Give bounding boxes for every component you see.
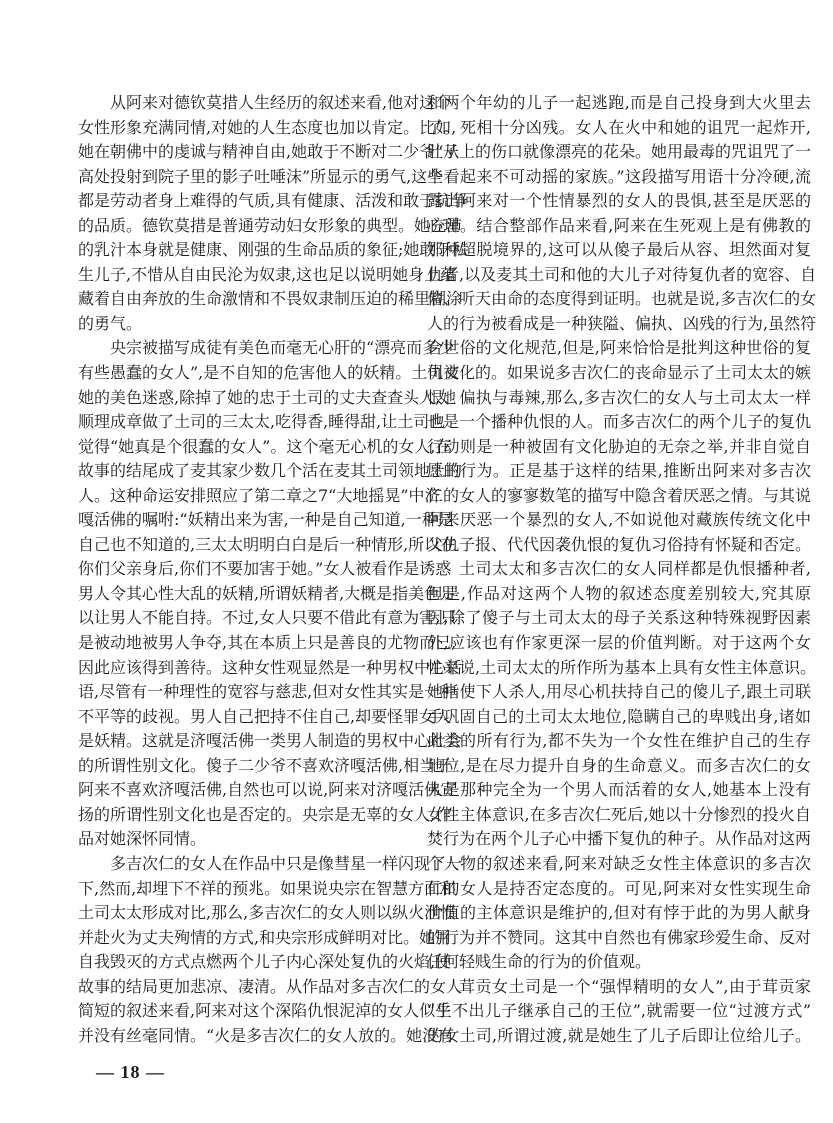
- right-column-text: [427, 91, 817, 1048]
- text-line: “生不出儿子继承自己的王位”,就需要一位“过渡方式”: [427, 1001, 811, 1021]
- text-line: 地位,是在尽力提升自身的生命意义。而多吉次仁的女: [427, 755, 811, 775]
- text-line: 的女土司,所谓过渡,就是她生了儿子后即让位给儿子。: [427, 1025, 811, 1045]
- text-line: 故事的结局更加悲凉、凄清。从作品对多吉次仁的女人: [78, 976, 463, 996]
- text-line: 但是,作品对这两个人物的叙述态度差别较大,究其原: [427, 583, 811, 603]
- text-line: 阿来厌恶一个暴烈的女人,不如说他对藏族传统文化中: [427, 510, 811, 530]
- text-line: 是妖精。这就是济嘎活佛一类男人制造的男权中心社会: [78, 731, 463, 751]
- text-line: 外,应该也有作家更深一层的价值判断。对于这两个女: [427, 633, 811, 653]
- text-line: 手巩固自己的土司太太地位,隐瞒自己的卑贱出身,诸如: [427, 706, 811, 726]
- text-line: 是被动地被男人争夺,其在本质上只是善良的尤物而已,: [78, 633, 457, 653]
- text-line: 仁的女人是持否定态度的。可见,阿来对女性实现生命: [427, 878, 811, 898]
- text-line: 行动则是一种被固有文化胁迫的无奈之举,并非自觉自: [427, 436, 811, 456]
- text-line: 也是一个播种仇恨的人。而多吉次仁的两个儿子的复仇: [427, 412, 812, 432]
- text-line: 女性主体意识,在多吉次仁死后,她以十分惨烈的投火自: [427, 804, 811, 824]
- text-line: 顺理成章做了土司的三太太,吃得香,睡得甜,让土司也: [78, 412, 446, 432]
- text-line: 土司太太和多吉次仁的女人同样都是仇恨播种者,: [459, 559, 811, 579]
- left-column-text: [78, 91, 468, 1048]
- text-line: 仇文化的。如果说多吉次仁的丧命显示了土司太太的嫉: [427, 363, 812, 383]
- text-line: 价值的主体意识是维护的,但对有悖于此的为男人献身: [427, 903, 811, 923]
- text-line: 你们父亲身后,你们不要加害于她。”女人被看作是诱惑: [78, 559, 452, 579]
- text-line: 此类的所有行为,都不失为一个女性在维护自己的生存: [427, 731, 811, 751]
- text-line: 仇者,以及麦其土司和他的大儿子对待复仇者的宽容、自: [427, 264, 817, 284]
- text-line: 那种超脱境界的,这可以从傻子最后从容、坦然面对复: [427, 240, 811, 260]
- text-line: 肚子上的伤口就像漂亮的花朵。她用最毒的咒诅咒了一: [427, 142, 812, 162]
- text-line: 不平等的歧视。男人自己把持不住自己,却要怪罪女人: [78, 706, 452, 726]
- text-line: 的品质。德钦莫措是普通劳动妇女形象的典型。她充沛: [78, 215, 463, 235]
- text-line: 扬的所谓性别文化也是否定的。央宗是无辜的女人,作: [78, 804, 452, 824]
- text-line: 有些愚蠢的女人”,是不自知的危害他人的妖精。土司被: [78, 363, 460, 383]
- text-line: 的所谓性别文化。傻子二少爷不喜欢济嘎活佛,相当于: [78, 755, 452, 775]
- text-line: 并没有丝毫同情。“火是多吉次仁的女人放的。她没有: [78, 1025, 455, 1045]
- text-line: 土司太太形成对比,那么,多吉次仁的女人则以纵火泄愤: [78, 903, 457, 923]
- text-line: 人的行为被看成是一种狭隘、偏执、凶残的行为,虽然符: [427, 313, 817, 333]
- text-line: 的行为并不赞同。这其中自然也有佛家珍爱生命、反对: [427, 927, 812, 947]
- text-line: 藏着自由奔放的生命激情和不畏奴隶制压迫的稀里糊涂: [78, 289, 463, 309]
- text-line: 语,尽管有一种理性的宽容与慈悲,但对女性其实是一种: [78, 682, 457, 702]
- text-line: 故事的结尾成了麦其家少数几个活在麦其土司领地上的: [78, 461, 463, 481]
- text-line: 多吉次仁的女人在作品中只是像彗星一样闪现了一: [110, 853, 463, 873]
- text-line: 焚行为在两个儿子心中播下复仇的种子。从作品对这两: [427, 829, 812, 849]
- text-line: 任何轻贱生命的行为的价值观。: [427, 952, 652, 972]
- text-line: 人。这种命运安排照应了第二章之7“大地摇晃”中济: [78, 485, 441, 505]
- text-line: 她在朝佛中的虔诚与精神自由,她敢于不断对二少爷“从: [78, 142, 460, 162]
- text-line: 的勇气。: [78, 313, 143, 333]
- text-line: 品对她深怀同情。: [78, 829, 207, 849]
- paragraph: [78, 336, 463, 851]
- text-line: 她的美色迷惑,除掉了她的忠于土司的丈夫查查头人,她: [78, 387, 457, 407]
- text-line: 以让男人不能自持。不过,女人只要不借此有意为害,只: [78, 608, 457, 628]
- text-line: 信、听天由命的态度得到证明。也就是说,多吉次仁的女: [427, 289, 817, 309]
- text-line: 露出阿来对一个性情暴烈的女人的畏惧,甚至是厌恶的: [427, 191, 811, 211]
- text-line: 央宗被描写成徒有美色而毫无心肝的“漂亮而多少: [110, 338, 455, 358]
- text-line: 简短的叙述来看,阿来对这个深陷仇恨泥淖的女人似乎: [78, 1001, 452, 1021]
- text-line: 觉得“她真是个很蠢的女人”。这个毫无心机的女人,在: [78, 436, 452, 456]
- paragraph: [427, 557, 817, 974]
- text-line: 男人令其心性大乱的妖精,所谓妖精者,大概是指美色足: [78, 583, 457, 603]
- right-column: [427, 91, 817, 1048]
- paragraph: [427, 91, 817, 557]
- text-line: 恨、偏执与毒辣,那么,多吉次仁的女人与土司太太一样: [427, 387, 811, 407]
- text-line: 都是劳动者身上难得的气质,具有健康、活泼和敢于抗争: [78, 191, 468, 211]
- text-line: 愿的行为。正是基于这样的结果,推断出阿来对多吉次: [427, 461, 811, 481]
- page-number: — 18 —: [96, 1062, 165, 1082]
- text-line: 父仇子报、代代因袭仇恨的复仇习俗持有怀疑和否定。: [427, 534, 812, 554]
- text-line: 自我毁灭的方式点燃两个儿子内心深处复仇的火焰,使: [78, 952, 452, 972]
- text-line: 自己也不知道的,三太太明明白白是后一种情形,所以在: [78, 534, 457, 554]
- text-line: 的乳汁本身就是健康、刚强的生命品质的象征;她敢于私: [78, 240, 468, 260]
- text-line: 阿来不喜欢济嘎活佛,自然也可以说,阿来对济嘎活佛宣: [78, 780, 457, 800]
- text-line: 个看起来不可动摇的家族。”这段描写用语十分冷硬,流: [427, 166, 811, 186]
- text-line: 高处投射到院子里的影子吐唾沫”所显示的勇气,这些: [78, 166, 444, 186]
- text-line: 她指使下人杀人,用尽心机扶持自己的傻儿子,跟土司联: [427, 682, 811, 702]
- text-line: 心理。结合整部作品来看,阿来在生死观上是有佛教的: [427, 215, 811, 235]
- text-line: 仁的女人的寥寥数笔的描写中隐含着厌恶之情。与其说: [427, 485, 812, 505]
- text-line: 因,除了傻子与土司太太的母子关系这种特殊视野因素: [427, 608, 811, 628]
- text-line: 性来说,土司太太的所作所为基本上具有女性主体意识。: [427, 657, 817, 677]
- text-line: 茸贡女土司是一个“强悍精明的女人”,由于茸贡家: [459, 976, 811, 996]
- paragraph: [78, 91, 468, 336]
- text-line: 下,然而,却埋下不祥的预兆。如果说央宗在智慧方面和: [78, 878, 457, 898]
- text-line: 合世俗的文化规范,但是,阿来恰恰是批判这种世俗的复: [427, 338, 811, 358]
- text-line: 从阿来对德钦莫措人生经历的叙述来看,他对这个: [110, 93, 452, 112]
- text-line: 生儿子,不惜从自由民沦为奴隶,这也足以说明她身上蕴: [78, 264, 457, 284]
- text-line: 了。死相十分凶残。女人在火中和她的诅咒一起炸开,: [427, 117, 811, 137]
- text-line: 并赴火为丈夫殉情的方式,和央宗形成鲜明对比。她用: [78, 927, 452, 947]
- left-column: [78, 91, 468, 1048]
- paragraph: [78, 852, 463, 1048]
- text-line: 个人物的叙述来看,阿来对缺乏女性主体意识的多吉次: [427, 853, 811, 873]
- paragraph: [427, 975, 811, 1049]
- text-line: 因此应该得到善待。这种女性观显然是一种男权中心话: [78, 657, 463, 677]
- text-line: 女性形象充满同情,对她的人生态度也加以肯定。比如,: [78, 117, 457, 137]
- text-line: 人是那种完全为一个男人而活着的女人,她基本上没有: [427, 780, 811, 800]
- text-line: 和两个年幼的儿子一起逃跑,而是自己投身到大火里去: [427, 93, 811, 112]
- text-line: 嘎活佛的嘱咐:“妖精出来为害,一种是自己知道,一种是: [78, 510, 454, 530]
